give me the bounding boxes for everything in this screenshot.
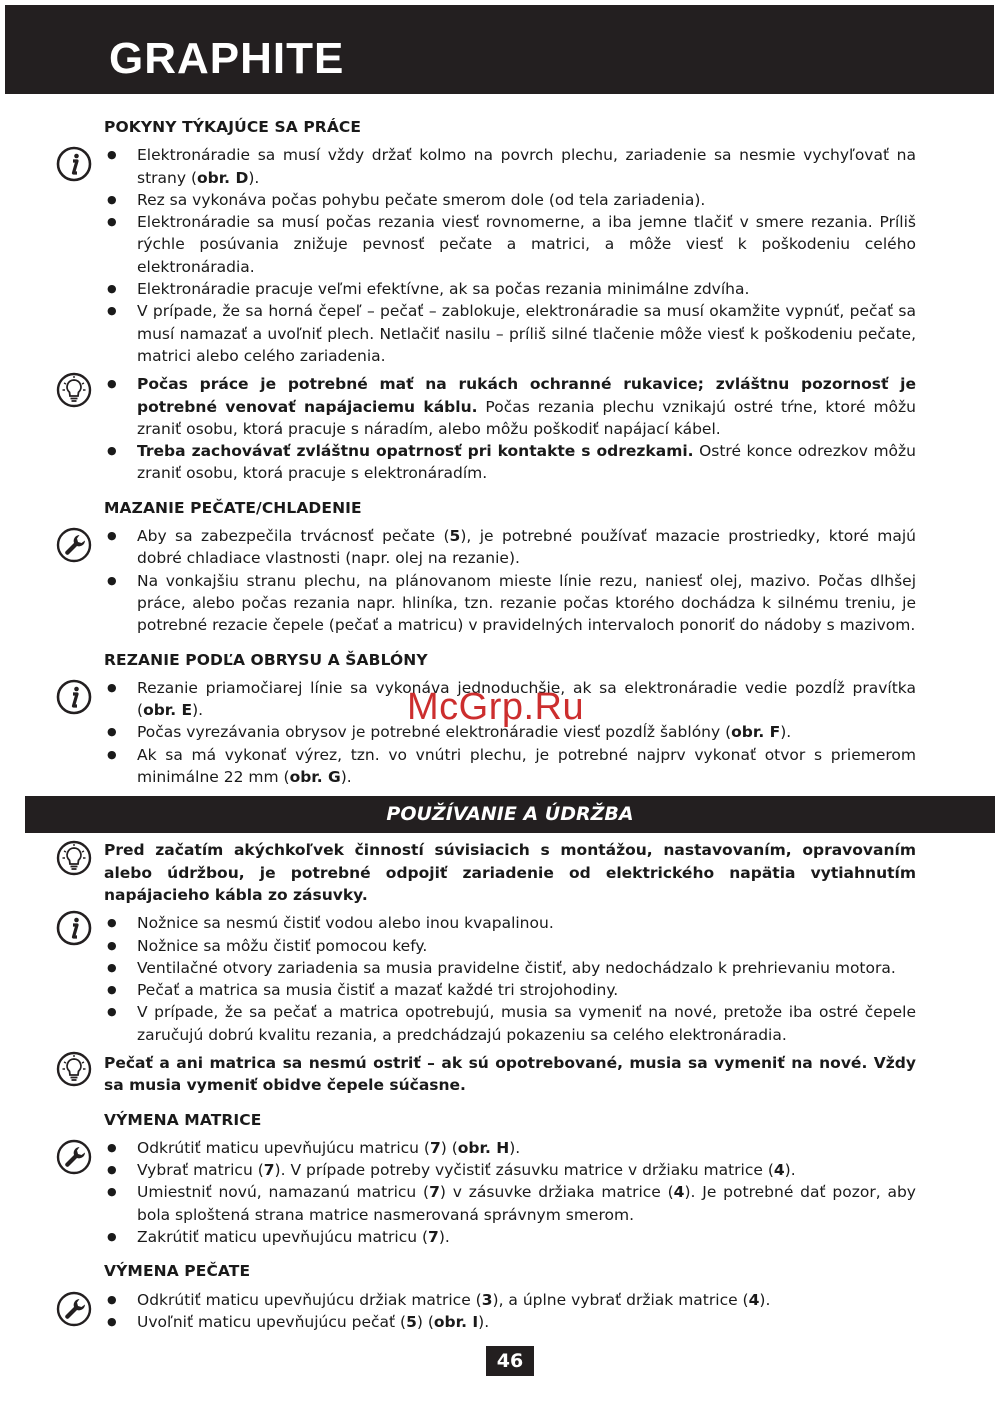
lubrication-block	[104, 525, 916, 636]
page-number: 46	[486, 1346, 534, 1376]
heading-lubrication: MAZANIE PEČATE/CHLADENIE	[104, 498, 362, 517]
info-icon	[56, 910, 92, 946]
list-item: ● Rezanie priamočiarej línie sa vykonáva jednoduchšie, ak sa elektronáradie vedie pozdĺž pravítka (obr. E).	[104, 677, 916, 722]
lightbulb-icon	[56, 372, 92, 408]
die-replacement-list	[104, 1137, 916, 1248]
warning-offcuts: ● Treba zachovávať zvláštnu opatrnosť pri kontakte s odrezkami. Ostré konce odrezkov môžu zraniť osobu, ktorá pracuje s elektronáradím.	[104, 440, 916, 485]
list-item: ● Na vonkajšiu stranu plechu, na plánovanom mieste línie rezu, naniesť olej, mazivo. Počas dlhšej práce, alebo počas rezania napr. hliníka, tzn. rezanie počas ktorého dochádza k silnému treniu, je potrebné rezacie čepele (pečať a matricu) v pravidelných intervaloch ponoriť do nádoby s mazivom.	[104, 570, 916, 637]
list-item: ● Vybrať matricu (7). V prípade potreby vyčistiť zásuvku matrice v držiaku matrice (4).	[104, 1159, 916, 1181]
list-item: ● Zakrútiť maticu upevňujúcu matricu (7).	[104, 1226, 916, 1248]
punch-replacement-block	[104, 1289, 916, 1334]
list-item: ● V prípade, že sa pečať a matrica opotrebujú, musia sa vymeniť na nové, pretože iba ostré čepele zaručujú dobrú kvalitu rezania, a predchádzajú pokazeniu sa celého elektronáradia.	[104, 1001, 916, 1046]
maintenance-block	[104, 912, 916, 1046]
heading-work-instructions: POKYNY TÝKAJÚCE SA PRÁCE	[104, 118, 362, 136]
wrench-icon	[56, 527, 92, 563]
sharpening-warning-block	[104, 1052, 916, 1097]
list-item: ● Odkrútiť maticu upevňujúcu držiak matrice (3), a úplne vybrať držiak matrice (4).	[104, 1289, 916, 1311]
maintenance-warning: Pred začatím akýchkoľvek činností súvisiacich s montážou, nastavovaním, opravovaním alebo údržbou, je potrebné odpojiť zariadenie od elektrického napätia vytiahnutím napájacieho kábla zo zásuvky.	[104, 841, 916, 904]
lubrication-list	[104, 525, 916, 636]
wrench-icon	[56, 1291, 92, 1327]
work-instructions-block	[104, 144, 916, 367]
list-item: ● Umiestniť novú, namazanú matricu (7) v zásuvke držiaka matrice (4). Je potrebné dať pozor, aby bola sploštená strana matrice nasmerovaná správnym smerom.	[104, 1181, 916, 1226]
lightbulb-icon	[56, 1051, 92, 1087]
wrench-icon	[56, 1139, 92, 1175]
heading-die-replacement: VÝMENA MATRICE	[104, 1110, 262, 1129]
list-item: ● Pečať a matrica sa musia čistiť a mazať každé tri strojohodiny.	[104, 979, 916, 1001]
work-warnings-list	[104, 373, 916, 484]
watermark: McGrp.Ru	[407, 686, 585, 728]
list-item: ● Ak sa má vykonať výrez, tzn. vo vnútri plechu, je potrebné najprv vykonať otvor s priemerom minimálne 22 mm (obr. G).	[104, 744, 916, 789]
info-icon	[56, 146, 92, 182]
work-warnings-block	[104, 373, 916, 484]
list-item: ● Elektronáradie pracuje veľmi efektívne, ak sa počas rezania minimálne zdvíha.	[104, 278, 916, 300]
section-banner: POUŽÍVANIE A ÚDRŽBA	[25, 796, 995, 833]
list-item: ● Počas vyrezávania obrysov je potrebné elektronáradie viesť pozdĺž šablóny (obr. F).	[104, 721, 916, 743]
list-item: ● V prípade, že sa horná čepeľ – pečať – zablokuje, elektronáradie sa musí okamžite vypnúť, pečať sa musí namazať a uvoľniť plech. Netlačiť nasilu – príliš silné tlačenie môže viesť k poškodeniu pečate, matrici alebo celého zariadenia.	[104, 300, 916, 367]
list-item: ● Rez sa vykonáva počas pohybu pečate smerom dole (od tela zariadenia).	[104, 189, 916, 211]
maintenance-warning-block	[104, 839, 916, 906]
list-item: ● Elektronáradie sa musí vždy držať kolmo na povrch plechu, zariadenie sa nesmie vychyľovať na strany (obr. D).	[104, 144, 916, 189]
list-item: ● Ventilačné otvory zariadenia sa musia pravidelne čistiť, aby nedochádzalo k prehrievaniu motora.	[104, 957, 916, 979]
warning-gloves: ● Počas práce je potrebné mať na rukách ochranné rukavice; zvláštnu pozornosť je potrebné venovať napájaciemu káblu. Počas rezania plechu vznikajú ostré tŕne, ktoré môžu zraniť osobu, ktorá pracuje s náradím, alebo môžu poškodiť napájací kábel.	[104, 373, 916, 440]
list-item: ● Nožnice sa môžu čistiť pomocou kefy.	[104, 935, 916, 957]
maintenance-list	[104, 912, 916, 1046]
lightbulb-icon	[56, 840, 92, 876]
heading-contour-cutting: REZANIE PODĽA OBRYSU A ŠABLÓNY	[104, 650, 428, 669]
list-item: ● Odkrútiť maticu upevňujúcu matricu (7) (obr. H).	[104, 1137, 916, 1159]
list-item: ● Elektronáradie sa musí počas rezania viesť rovnomerne, a iba jemne tlačiť v smere rezania. Príliš rýchle posúvania znižuje pevnosť pečate a matrici, a môže viesť k poškodeniu celého elektronáradia.	[104, 211, 916, 278]
brand-logo: GRAPHITE	[109, 34, 345, 83]
list-item: ● Nožnice sa nesmú čistiť vodou alebo inou kvapalinou.	[104, 912, 916, 934]
punch-replacement-list	[104, 1289, 916, 1334]
work-instructions-list	[104, 144, 916, 367]
list-item: ● Uvoľniť maticu upevňujúcu pečať (5) (obr. I).	[104, 1311, 916, 1333]
list-item: ● Aby sa zabezpečila trvácnosť pečate (5), je potrebné používať mazacie prostriedky, ktoré majú dobré chladiace vlastnosti (napr. olej na rezanie).	[104, 525, 916, 570]
page-header	[5, 5, 994, 94]
heading-punch-replacement: VÝMENA PEČATE	[104, 1262, 251, 1281]
sharpening-warning: Pečať a ani matrica sa nesmú ostriť – ak sú opotrebované, musia sa vymeniť na nové. Vždy sa musia vymeniť obidve čepele súčasne.	[104, 1053, 916, 1095]
die-replacement-block	[104, 1137, 916, 1248]
info-icon	[56, 679, 92, 715]
